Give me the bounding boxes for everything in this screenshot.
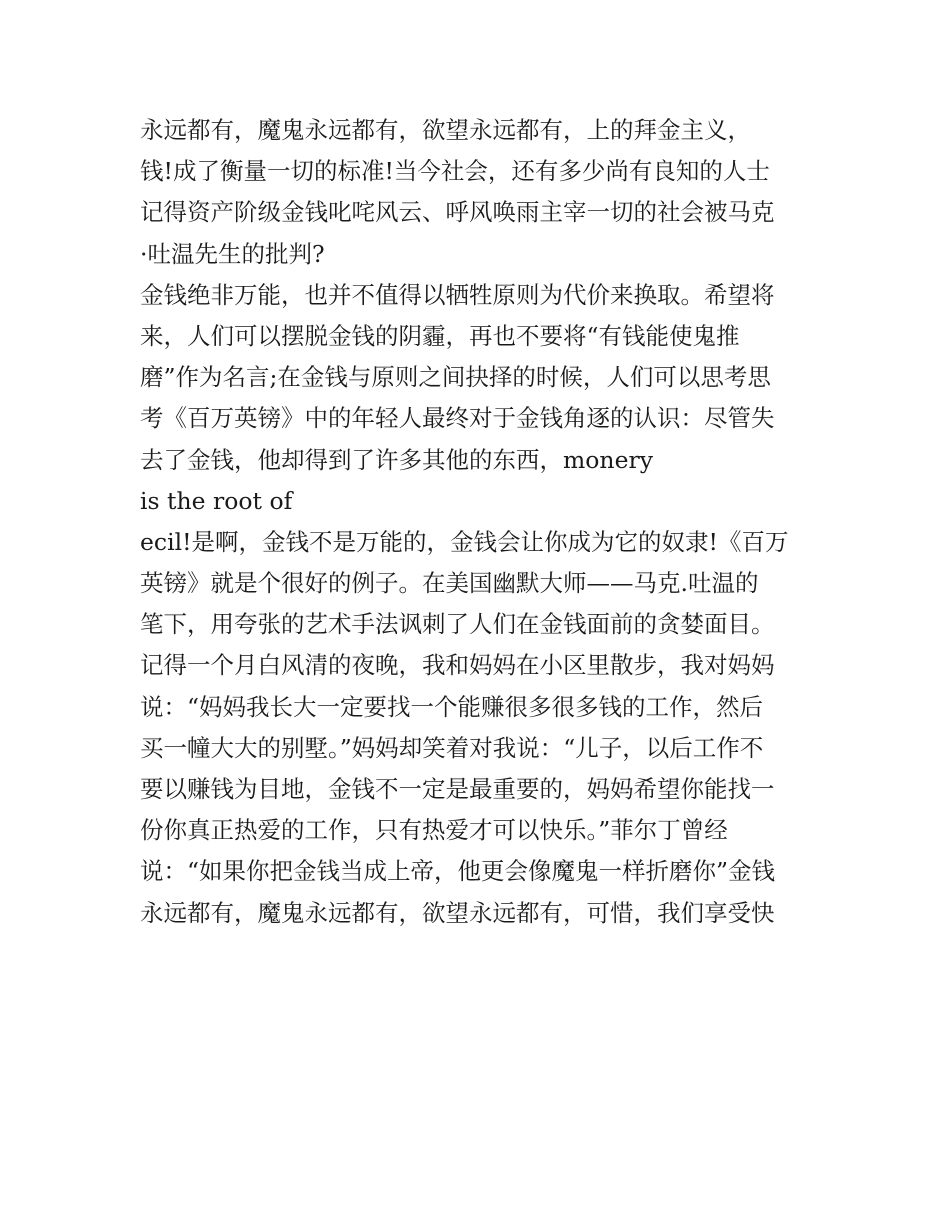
- text-line: 买一幢大大的别墅。”妈妈却笑着对我说：“儿子，以后工作不: [140, 733, 764, 762]
- text-line: is the root of: [140, 486, 293, 515]
- text-line: 要以赚钱为目地，金钱不一定是最重要的，妈妈希望你能找一: [140, 775, 775, 803]
- text-line: ·吐温先生的批判?: [140, 239, 325, 268]
- text-line: 份你真正热爱的工作，只有热爱才可以快乐。”菲尔丁曾经: [140, 816, 728, 845]
- text-line: 永远都有，魔鬼永远都有，欲望永远都有，可惜，我们享受快: [140, 898, 775, 927]
- text-line: 笔下，用夸张的艺术手法讽刺了人们在金钱面前的贪婪面目。: [140, 610, 775, 639]
- text-line: 英镑》就是个很好的例子。在美国幽默大师——马克.吐温的: [140, 569, 759, 598]
- text-line: ecil!是啊，金钱不是万能的，金钱会让你成为它的奴隶!《百万: [140, 527, 789, 556]
- text-line: 永远都有，魔鬼永远都有，欲望永远都有，上的拜金主义，: [140, 116, 751, 144]
- text-line: 去了金钱，他却得到了许多其他的东西，monery: [140, 445, 653, 474]
- text-line: 说：“妈妈我长大一定要找一个能赚很多很多钱的工作，然后: [140, 692, 764, 721]
- document-body: [140, 110, 830, 934]
- text-line: 钱!成了衡量一切的标准!当今社会，还有多少尚有良知的人士: [140, 157, 770, 186]
- text-line: 来，人们可以摆脱金钱的阴霾，再也不要将“有钱能使鬼推: [140, 321, 740, 350]
- text-line: 记得资产阶级金钱叱咤风云、呼风唤雨主宰一切的社会被马克: [140, 198, 775, 227]
- text-line: 磨”作为名言;在金钱与原则之间抉择的时候，人们可以思考思: [140, 363, 771, 392]
- text-line: 记得一个月白风清的夜晚，我和妈妈在小区里散步，我对妈妈: [140, 651, 775, 680]
- text-line: 说：“如果你把金钱当成上帝，他更会像魔鬼一样折磨你”金钱: [140, 857, 776, 886]
- text-line: 金钱绝非万能，也并不值得以牺牲原则为代价来换取。希望将: [140, 280, 775, 309]
- text-line: 考《百万英镑》中的年轻人最终对于金钱角逐的认识：尽管失: [140, 404, 775, 433]
